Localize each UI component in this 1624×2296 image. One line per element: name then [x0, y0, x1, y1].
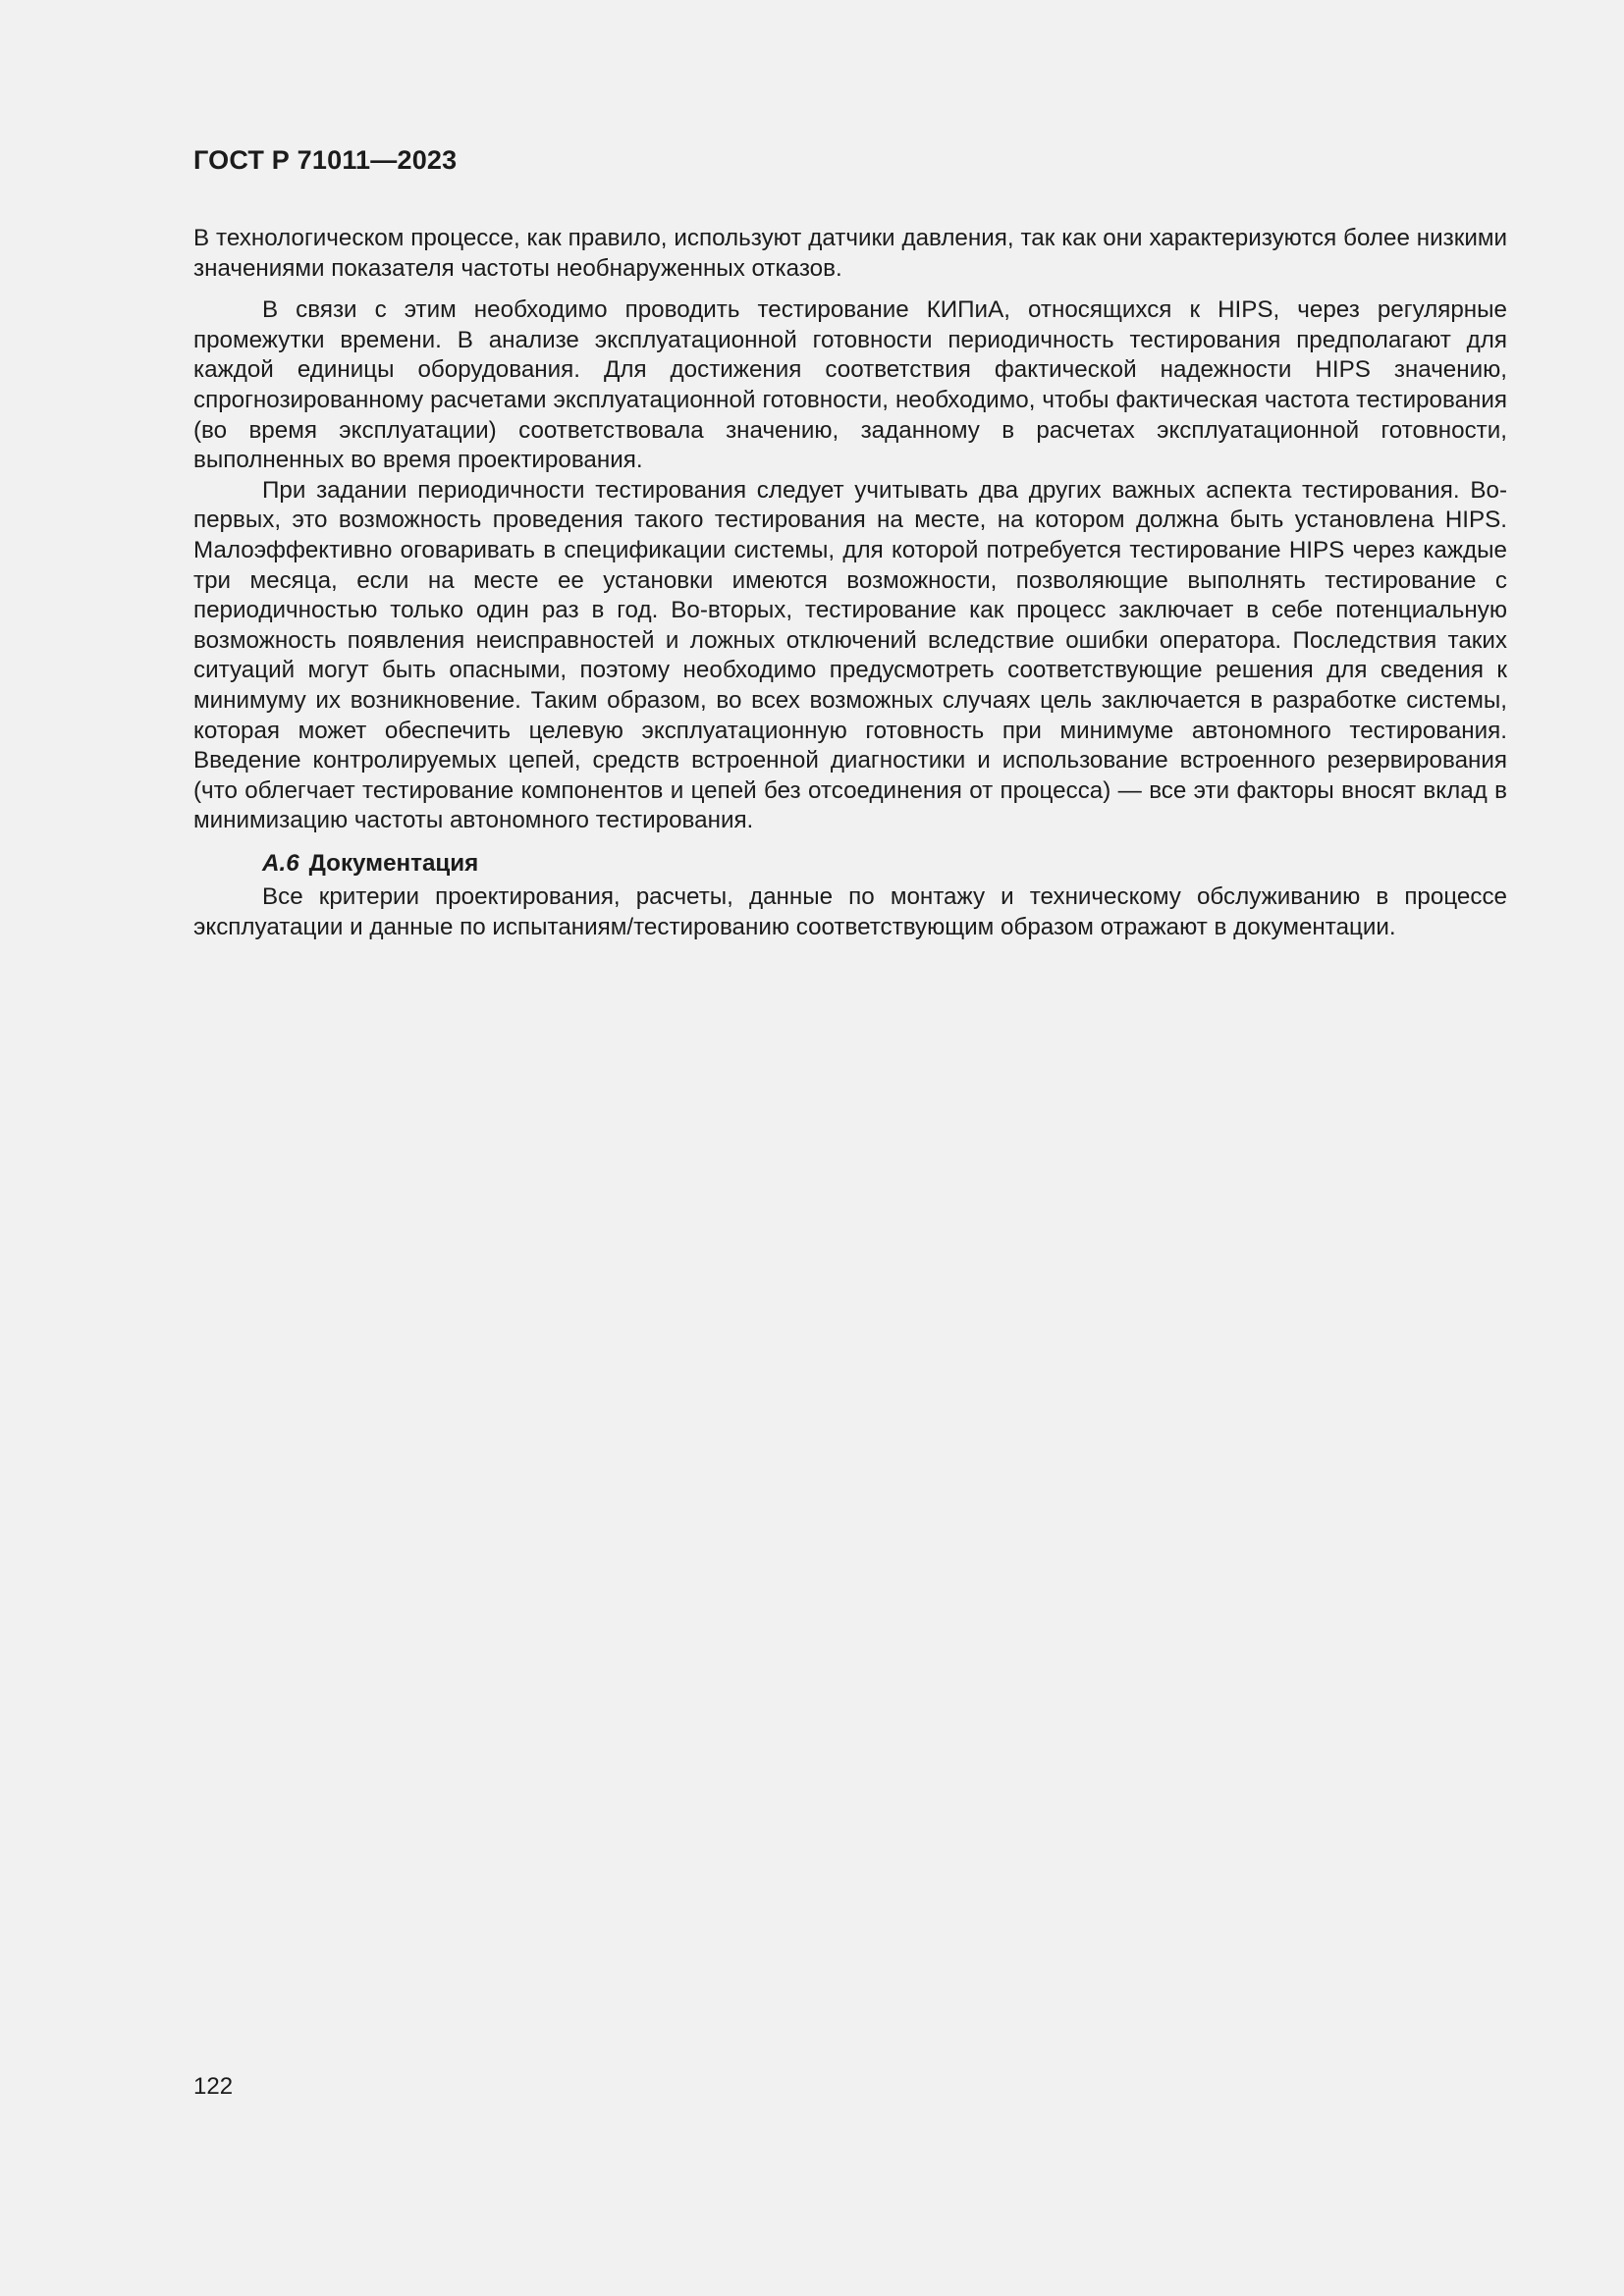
standard-code-header: ГОСТ Р 71011—2023	[193, 145, 458, 175]
page-number: 122	[193, 2073, 234, 2100]
document-body	[193, 224, 1507, 943]
section-title: Документация	[308, 849, 479, 877]
section-number: A.6	[262, 849, 299, 877]
paragraph-testing-aspects: При задании периодичности тестирования следует учитывать два других важных аспекта тестирования. Во-первых, это возможность проведения такого тестирования на месте, на котором должна быть установлена HIPS. Малоэффективно оговаривать в спецификации системы, для которой потребуется тестирование HIPS через каждые три месяца, если на месте ее установки имеются возможности, позволяющие выполнять тестирование с периодичностью только один раз в год. Во-вторых, тестирование как процесс заключает в себе потенциальную возможность появления неисправностей и ложных отключений вследствие ошибки оператора. Последствия таких ситуаций могут быть опасными, поэтому необходимо предусмотреть соответствующие решения для сведения к минимуму их возникновение. Таким образом, во всех возможных случаях цель заключается в разработке системы, которая может обеспечить целевую эксплуатационную готовность при минимуме автономного тестирования. Введение контролируемых цепей, средств встроенной диагностики и использование встроенного резервирования (что облегчает тестирование компонентов и цепей без отсоединения от процесса) — все эти факторы вносят вклад в минимизацию частоты автономного тестирования.	[193, 476, 1507, 834]
document-page	[193, 0, 1507, 2296]
paragraph-testing-intervals: В связи с этим необходимо проводить тестирование КИПиА, относящихся к HIPS, через регулярные промежутки времени. В анализе эксплуатационной готовности периодичность тестирования предполагают для каждой единицы оборудования. Для достижения соответствия фактической надежности HIPS значению, спрогнозированному расчетами эксплуатационной готовности, необходимо, чтобы фактическая частота тестирования (во время эксплуатации) соответствовала значению, заданному в расчетах эксплуатационной готовности, выполненных во время проектирования.	[193, 296, 1507, 474]
section-heading-a6	[193, 849, 1507, 880]
paragraph-pressure-sensors: В технологическом процессе, как правило, используют датчики давления, так как они характеризуются более низкими значениями показателя частоты необнаруженных отказов.	[193, 225, 1507, 282]
paragraph-documentation: Все критерии проектирования, расчеты, данные по монтажу и техническому обслуживанию в процессе эксплуатации и данные по испытаниям/тестированию соответствующим образом отражают в документации.	[193, 883, 1507, 941]
